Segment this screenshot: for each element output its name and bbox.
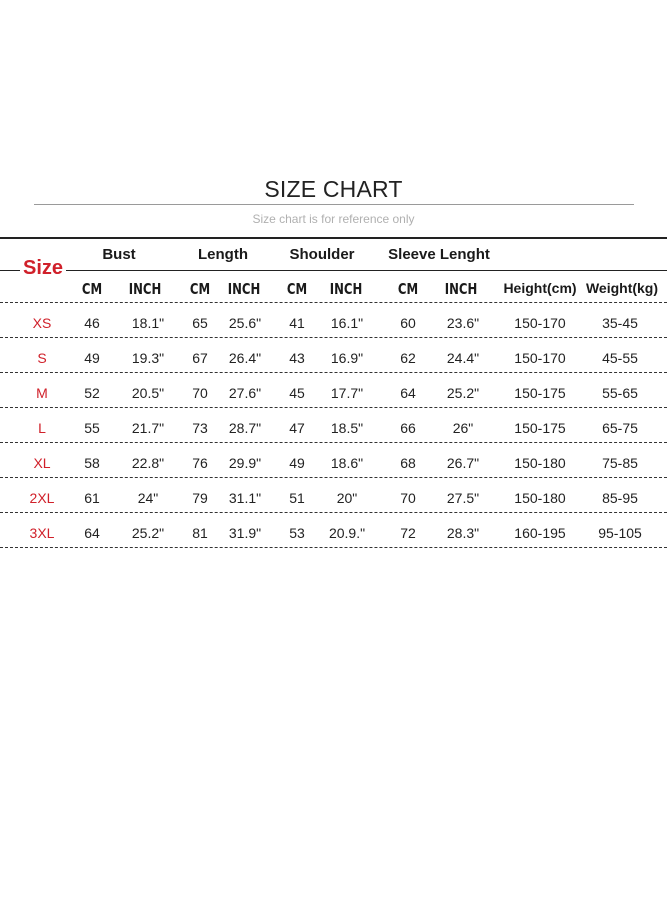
row-divider <box>0 512 667 513</box>
shoulder-inch-cell: 18.5" <box>330 420 364 436</box>
length-inch-cell: 26.4" <box>228 350 262 366</box>
height-cell: 150-180 <box>514 490 566 506</box>
weight-cell: 85-95 <box>602 490 638 506</box>
bust-cm-cell: 61 <box>84 490 100 506</box>
subheader-weight: Weight(kg) <box>585 280 659 296</box>
length-cm-cell: 81 <box>192 525 208 541</box>
height-cell: 150-170 <box>514 315 566 331</box>
subheader-bust-cm: CM <box>81 280 103 298</box>
table-row <box>0 517 667 551</box>
sleeve-inch-cell: 28.3" <box>446 525 480 541</box>
sleeve-cm-cell: 60 <box>400 315 416 331</box>
length-cm-cell: 76 <box>192 455 208 471</box>
size-cell: XL <box>33 455 51 471</box>
title-divider <box>34 204 634 205</box>
subheader-length-inch: INCH <box>227 280 261 298</box>
subheader-length-cm: CM <box>189 280 211 298</box>
shoulder-cm-cell: 47 <box>289 420 305 436</box>
row-divider <box>0 477 667 478</box>
header-sleeve: Sleeve Lenght <box>388 246 490 263</box>
height-cell: 150-175 <box>514 420 566 436</box>
row-divider <box>0 547 667 548</box>
bust-inch-cell: 21.7" <box>131 420 165 436</box>
length-cm-cell: 65 <box>192 315 208 331</box>
weight-cell: 35-45 <box>602 315 638 331</box>
length-inch-cell: 27.6" <box>228 385 262 401</box>
shoulder-inch-cell: 20" <box>336 490 358 506</box>
bust-inch-cell: 20.5" <box>131 385 165 401</box>
shoulder-cm-cell: 41 <box>289 315 305 331</box>
sleeve-inch-cell: 26" <box>452 420 474 436</box>
weight-cell: 65-75 <box>602 420 638 436</box>
size-cell: XS <box>32 315 52 331</box>
table-row <box>0 447 667 481</box>
row-divider <box>0 407 667 408</box>
sleeve-inch-cell: 23.6" <box>446 315 480 331</box>
length-cm-cell: 79 <box>192 490 208 506</box>
bust-cm-cell: 46 <box>84 315 100 331</box>
sleeve-cm-cell: 66 <box>400 420 416 436</box>
weight-cell: 55-65 <box>602 385 638 401</box>
length-cm-cell: 73 <box>192 420 208 436</box>
sleeve-cm-cell: 72 <box>400 525 416 541</box>
size-cell: 3XL <box>29 525 55 541</box>
weight-cell: 95-105 <box>598 525 642 541</box>
table-row <box>0 482 667 516</box>
header-bust: Bust <box>102 246 136 263</box>
chart-subtitle: Size chart is for reference only <box>252 212 415 226</box>
shoulder-cm-cell: 49 <box>289 455 305 471</box>
table-row <box>0 377 667 411</box>
bust-inch-cell: 25.2" <box>131 525 165 541</box>
weight-cell: 75-85 <box>602 455 638 471</box>
subheader-sleeve-cm: CM <box>397 280 419 298</box>
bust-cm-cell: 64 <box>84 525 100 541</box>
sleeve-inch-cell: 24.4" <box>446 350 480 366</box>
size-cell: M <box>36 385 48 401</box>
height-cell: 160-195 <box>514 525 566 541</box>
bust-cm-cell: 58 <box>84 455 100 471</box>
bust-inch-cell: 22.8" <box>131 455 165 471</box>
height-cell: 150-170 <box>514 350 566 366</box>
table-row <box>0 307 667 341</box>
sleeve-cm-cell: 64 <box>400 385 416 401</box>
bust-cm-cell: 49 <box>84 350 100 366</box>
length-inch-cell: 25.6" <box>228 315 262 331</box>
row-divider <box>0 442 667 443</box>
shoulder-cm-cell: 51 <box>289 490 305 506</box>
shoulder-cm-cell: 43 <box>289 350 305 366</box>
shoulder-cm-cell: 45 <box>289 385 305 401</box>
table-top-border <box>0 237 667 239</box>
bust-inch-cell: 24" <box>137 490 159 506</box>
size-header-line <box>0 270 667 271</box>
shoulder-inch-cell: 18.6" <box>330 455 364 471</box>
header-shoulder: Shoulder <box>289 246 355 263</box>
size-cell: S <box>37 350 47 366</box>
header-length: Length <box>198 246 248 263</box>
height-cell: 150-175 <box>514 385 566 401</box>
subheader-shoulder-cm: CM <box>286 280 308 298</box>
length-cm-cell: 67 <box>192 350 208 366</box>
sleeve-inch-cell: 25.2" <box>446 385 480 401</box>
chart-title: SIZE CHART <box>264 176 403 202</box>
size-cell: 2XL <box>29 490 55 506</box>
size-header-label: Size <box>20 257 66 280</box>
shoulder-inch-cell: 16.9" <box>330 350 364 366</box>
size-cell: L <box>38 420 46 436</box>
length-inch-cell: 29.9" <box>228 455 262 471</box>
subheader-height: Height(cm) <box>503 280 577 296</box>
sleeve-inch-cell: 26.7" <box>446 455 480 471</box>
weight-cell: 45-55 <box>602 350 638 366</box>
shoulder-inch-cell: 20.9." <box>328 525 366 541</box>
subheader-shoulder-inch: INCH <box>329 280 363 298</box>
height-cell: 150-180 <box>514 455 566 471</box>
sleeve-cm-cell: 68 <box>400 455 416 471</box>
table-row <box>0 412 667 446</box>
shoulder-inch-cell: 17.7" <box>330 385 364 401</box>
sleeve-inch-cell: 27.5" <box>446 490 480 506</box>
bust-cm-cell: 52 <box>84 385 100 401</box>
length-inch-cell: 31.1" <box>228 490 262 506</box>
length-inch-cell: 28.7" <box>228 420 262 436</box>
sleeve-cm-cell: 70 <box>400 490 416 506</box>
table-row <box>0 342 667 376</box>
length-cm-cell: 70 <box>192 385 208 401</box>
subheader-bust-inch: INCH <box>128 280 162 298</box>
row-divider <box>0 302 667 303</box>
bust-cm-cell: 55 <box>84 420 100 436</box>
row-divider <box>0 337 667 338</box>
sleeve-cm-cell: 62 <box>400 350 416 366</box>
bust-inch-cell: 18.1" <box>131 315 165 331</box>
subheader-sleeve-inch: INCH <box>444 280 478 298</box>
shoulder-cm-cell: 53 <box>289 525 305 541</box>
bust-inch-cell: 19.3" <box>131 350 165 366</box>
shoulder-inch-cell: 16.1" <box>330 315 364 331</box>
row-divider <box>0 372 667 373</box>
length-inch-cell: 31.9" <box>228 525 262 541</box>
